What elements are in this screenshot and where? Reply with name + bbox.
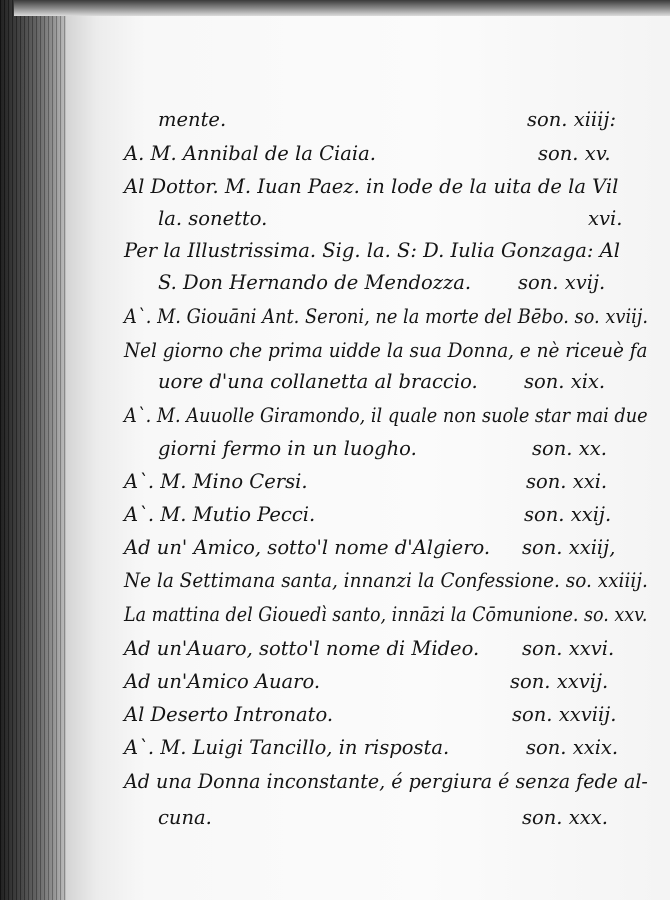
entry-text: Al Deserto Intronato. [124,703,334,726]
entry-text: Nel giorno che prima uidde la sua Donna, e nè riceuè fa [124,339,648,362]
entry-text: Per la Illustrissima. Sig. la. S: D. Iulia Gonzaga: Al [124,239,620,262]
toc-entry [0,404,670,436]
entry-ref: son. xxvi. [522,637,615,660]
entry-ref: son. xxij. [524,503,612,526]
entry-text: A`. M. Luigi Tancillo, in risposta. [124,736,450,759]
entry-text: giorni fermo in un luogho. [158,437,417,460]
toc-entry [0,271,670,303]
toc-entry [0,305,670,337]
entry-text: A`. M. Auuolle Giramondo, il quale non suole star mai due [124,404,648,427]
toc-entry [0,603,670,635]
entry-ref: son. xxix. [526,736,619,759]
book-top-edge [14,0,670,16]
toc-entry [0,536,670,568]
toc-entry [0,503,670,535]
entry-text: S. Don Hernando de Mendozza. [158,271,472,294]
toc-entry [0,770,670,802]
entry-ref: xvi. [588,207,623,230]
toc-entry [0,806,670,838]
toc-entry [0,239,670,271]
entry-text: Ad un'Amico Auaro. [124,670,321,693]
entry-text: A`. M. Mutio Pecci. [124,503,316,526]
entry-text: Ad un' Amico, sotto'l nome d'Algiero. [124,536,491,559]
toc-entry [0,175,670,207]
toc-entry [0,437,670,469]
entry-ref: son. xxvij. [510,670,609,693]
entry-text: la. sonetto. [158,207,268,230]
toc-entry [0,339,670,371]
entry-ref: son. xxviij. [512,703,617,726]
entry-text: cuna. [158,806,212,829]
entry-text: A`. M. Mino Cersi. [124,470,308,493]
entry-ref: son. xvij. [518,271,606,294]
entry-ref: son. xxx. [522,806,608,829]
entry-ref: son. xix. [524,370,606,393]
entry-ref: son. xxiij, [522,536,616,559]
entry-text: A`. M. Giouāni Ant. Seroni, ne la morte del Bēbo. so. xviij. [124,305,649,328]
entry-ref: son. xx. [532,437,607,460]
entry-text: Ne la Settimana santa, innanzi la Confessione. so. xxiiij. [124,569,648,592]
entry-text: La mattina del Giouedì santo, innāzi la Cōmunione. so. xxv. [124,603,648,626]
toc-entry [0,637,670,669]
toc-entry [0,670,670,702]
toc-entry [0,470,670,502]
entry-text: Ad una Donna inconstante, é pergiura é senza fede al- [124,770,648,793]
toc-entry [0,569,670,601]
entry-text: mente. [158,108,227,131]
entry-text: Ad un'Auaro, sotto'l nome di Mideo. [124,637,480,660]
entry-ref: son. xv. [538,142,611,165]
toc-entry [0,703,670,735]
toc-entry [0,736,670,768]
entry-text: A. M. Annibal de la Ciaia. [124,142,376,165]
toc-entry [0,142,670,174]
entry-text: Al Dottor. M. Iuan Paez. in lode de la uita de la Vil [124,175,619,198]
entry-ref: son. xxi. [526,470,608,493]
toc-entry [0,108,670,140]
toc-entry [0,370,670,402]
entry-ref: son. xiiij: [527,108,617,131]
toc-entry [0,207,670,239]
entry-text: uore d'una collanetta al braccio. [158,370,478,393]
